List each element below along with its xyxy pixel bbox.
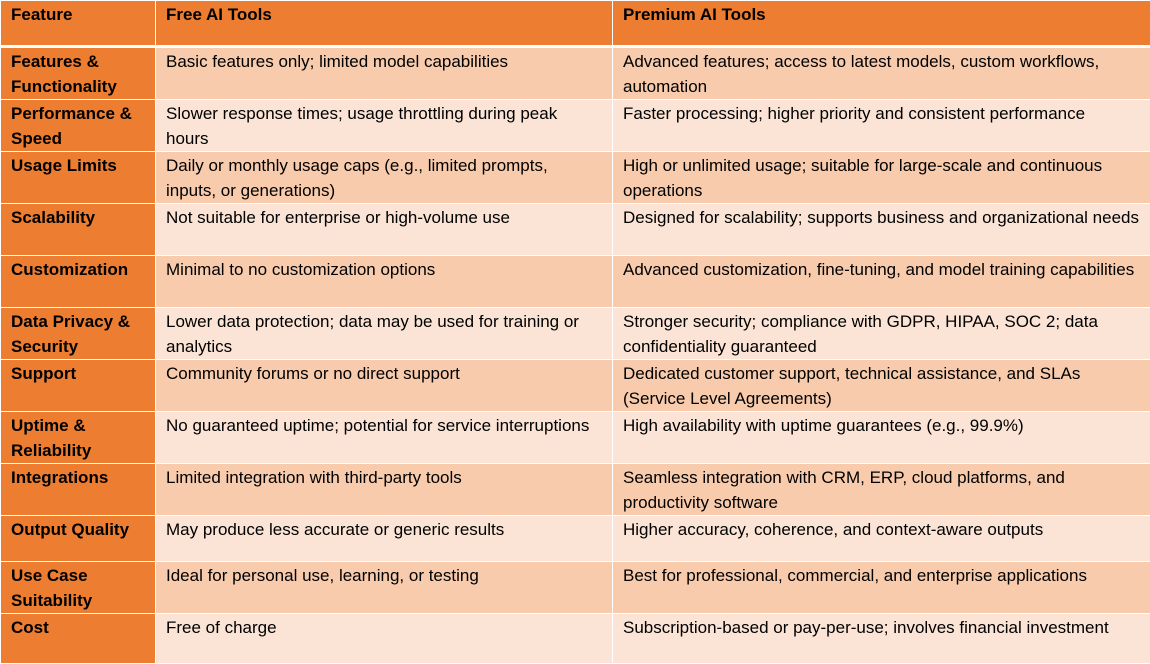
free-cell: Not suitable for enterprise or high-volume use xyxy=(156,204,613,256)
table-row xyxy=(1,100,1150,152)
feature-cell: Usage Limits xyxy=(1,152,156,204)
premium-cell: Best for professional, commercial, and enterprise applications xyxy=(613,562,1150,614)
table-row xyxy=(1,516,1150,562)
free-cell: Minimal to no customization options xyxy=(156,256,613,308)
feature-cell: Scalability xyxy=(1,204,156,256)
premium-cell: Designed for scalability; supports business and organizational needs xyxy=(613,204,1150,256)
free-cell: Daily or monthly usage caps (e.g., limited prompts, inputs, or generations) xyxy=(156,152,613,204)
table-row xyxy=(1,256,1150,308)
free-cell: May produce less accurate or generic results xyxy=(156,516,613,562)
table-row xyxy=(1,412,1150,464)
premium-cell: High availability with uptime guarantees (e.g., 99.9%) xyxy=(613,412,1150,464)
feature-cell: Cost xyxy=(1,614,156,664)
header-premium-ai-tools: Premium AI Tools xyxy=(613,1,1150,47)
premium-cell: Advanced features; access to latest models, custom workflows, automation xyxy=(613,47,1150,100)
table-row xyxy=(1,614,1150,664)
table-row xyxy=(1,204,1150,256)
feature-cell: Customization xyxy=(1,256,156,308)
premium-cell: Subscription-based or pay-per-use; involves financial investment xyxy=(613,614,1150,664)
free-cell: Limited integration with third-party tools xyxy=(156,464,613,516)
free-cell: No guaranteed uptime; potential for service interruptions xyxy=(156,412,613,464)
table-row xyxy=(1,47,1150,100)
premium-cell: Dedicated customer support, technical assistance, and SLAs (Service Level Agreements) xyxy=(613,360,1150,412)
table-row xyxy=(1,152,1150,204)
premium-cell: Advanced customization, fine-tuning, and model training capabilities xyxy=(613,256,1150,308)
feature-cell: Use Case Suitability xyxy=(1,562,156,614)
feature-cell: Integrations xyxy=(1,464,156,516)
free-cell: Community forums or no direct support xyxy=(156,360,613,412)
feature-cell: Support xyxy=(1,360,156,412)
header-row xyxy=(1,1,1150,47)
premium-cell: Faster processing; higher priority and consistent performance xyxy=(613,100,1150,152)
feature-cell: Data Privacy & Security xyxy=(1,308,156,360)
premium-cell: Stronger security; compliance with GDPR, HIPAA, SOC 2; data confidentiality guaranteed xyxy=(613,308,1150,360)
free-cell: Slower response times; usage throttling during peak hours xyxy=(156,100,613,152)
premium-cell: High or unlimited usage; suitable for large-scale and continuous operations xyxy=(613,152,1150,204)
feature-cell: Performance & Speed xyxy=(1,100,156,152)
premium-cell: Seamless integration with CRM, ERP, cloud platforms, and productivity software xyxy=(613,464,1150,516)
table-row xyxy=(1,360,1150,412)
feature-cell: Uptime & Reliability xyxy=(1,412,156,464)
header-free-ai-tools: Free AI Tools xyxy=(156,1,613,47)
table-row xyxy=(1,464,1150,516)
premium-cell: Higher accuracy, coherence, and context-aware outputs xyxy=(613,516,1150,562)
free-cell: Lower data protection; data may be used for training or analytics xyxy=(156,308,613,360)
free-cell: Ideal for personal use, learning, or testing xyxy=(156,562,613,614)
feature-cell: Features & Functionality xyxy=(1,47,156,100)
header-feature: Feature xyxy=(1,1,156,47)
free-cell: Basic features only; limited model capabilities xyxy=(156,47,613,100)
table-row xyxy=(1,562,1150,614)
free-cell: Free of charge xyxy=(156,614,613,664)
feature-cell: Output Quality xyxy=(1,516,156,562)
table-row xyxy=(1,308,1150,360)
